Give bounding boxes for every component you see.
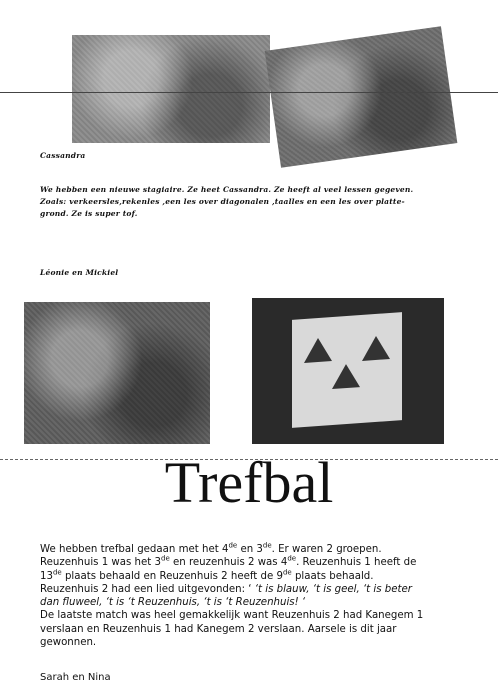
text: We hebben trefbal gedaan met het 4 <box>40 544 229 555</box>
text: en reuzenhuis 2 was 4 <box>169 557 288 569</box>
text: . Reuzenhuis 1 heeft de <box>296 557 417 569</box>
song-text: dan fluweel, ‘t is ‘t Reuzenhuis, ‘t is ‘t Reuzenhuis! ‘ <box>40 597 306 609</box>
text: 13 <box>40 570 53 582</box>
photo-projected-screen <box>252 298 444 444</box>
intro-line: Zoals: verkeersles,rekenles ,een les over diagonalen ,taalles en een les over platte- <box>40 197 405 206</box>
caption-cassandra: Cassandra <box>40 151 86 160</box>
ordinal: de <box>287 554 297 563</box>
ordinal: de <box>282 568 292 577</box>
text: plaats behaald en Reuzenhuis 2 heeft de 9 <box>61 570 283 582</box>
photo-texture <box>24 302 210 444</box>
triangle-sign-icon <box>362 335 390 361</box>
body-line: gewonnen. <box>40 637 97 649</box>
intro-line: We hebben een nieuwe stagiaire. Ze heet Cassandra. Ze heeft al veel lessen gegeven. <box>40 185 414 194</box>
divider-line <box>0 92 498 93</box>
song-text: ‘t is blauw, ‘t is geel, ‘t is beter <box>254 583 412 595</box>
text: Reuzenhuis 1 was het 3 <box>40 557 161 569</box>
body-line <box>40 583 470 596</box>
triangle-sign-icon <box>304 337 332 363</box>
body-line <box>40 543 470 556</box>
projection-screen <box>292 312 402 428</box>
text: Reuzenhuis 2 had een lied uitgevonden: ‘ <box>40 583 255 595</box>
ordinal: de <box>262 541 272 550</box>
body-line: verslaan en Reuzenhuis 1 had Kanegem 2 verslaan. Aarsele is dit jaar <box>40 623 397 635</box>
photo-texture <box>265 26 458 168</box>
ordinal: de <box>52 568 62 577</box>
text: . Er waren 2 groepen. <box>271 544 382 555</box>
triangle-sign-icon <box>332 363 360 389</box>
article-body <box>40 543 470 649</box>
caption-leonie-mickiel: Léonie en Mickiel <box>40 268 119 277</box>
text: en 3 <box>237 544 263 555</box>
photo-child-in-class <box>265 26 458 168</box>
photo-cassandra-at-desk <box>72 35 270 143</box>
ordinal: de <box>161 554 170 563</box>
photo-texture <box>72 35 270 143</box>
intro-line: grond. Ze is super tof. <box>40 209 138 218</box>
body-line <box>40 556 470 569</box>
body-line <box>40 596 470 609</box>
intro-paragraph <box>40 184 460 220</box>
ordinal: de <box>228 541 238 550</box>
body-line: De laatste match was heel gemakkelijk want Reuzenhuis 2 had Kanegem 1 <box>40 610 424 622</box>
text: plaats behaald. <box>291 570 374 582</box>
body-line <box>40 570 470 583</box>
author-signature: Sarah en Nina <box>40 672 111 683</box>
article-title: Trefbal <box>164 450 334 515</box>
photo-traffic-signs-table <box>24 302 210 444</box>
